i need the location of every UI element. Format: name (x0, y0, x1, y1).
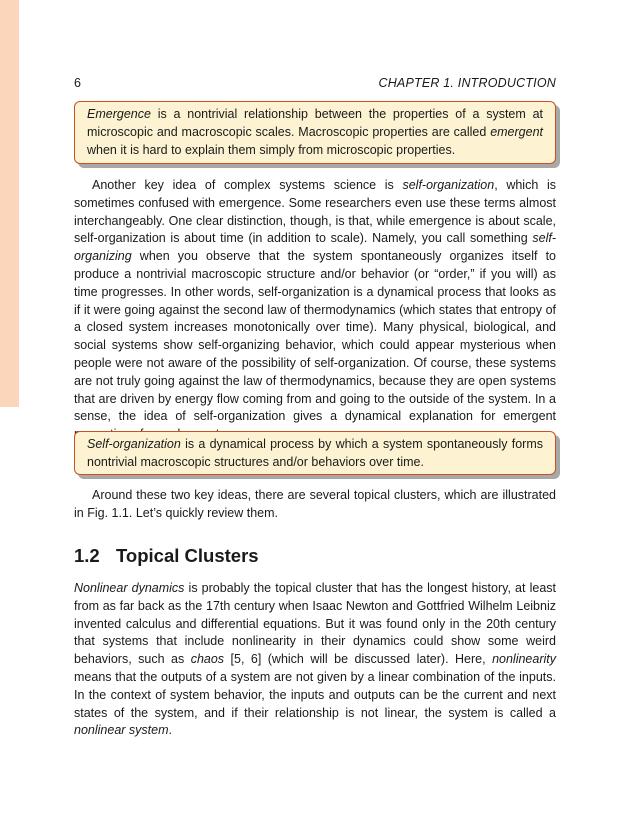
page-number: 6 (74, 76, 81, 90)
definition-text: is a nontrivial relationship between the properties of a system at microscopic and macroscopic scales. Macroscopic properties are called (87, 107, 543, 139)
paragraph-nonlinear-dynamics (74, 580, 556, 740)
running-header (74, 75, 556, 91)
chapter-title: CHAPTER 1. INTRODUCTION (378, 76, 556, 90)
section-heading (74, 544, 259, 568)
term-nonlinear-system: nonlinear system (74, 723, 169, 738)
term-self-organizing: self-organizing (74, 231, 556, 264)
paragraph-text: . (168, 723, 172, 738)
definition-text: when it is hard to explain them simply from microscopic properties. (87, 142, 456, 157)
paragraph-text: [5, 6] (which will be discussed later). Here, (224, 652, 493, 667)
term-nonlinear-dynamics: Nonlinear dynamics (74, 581, 185, 595)
term-emergence: Emergence (87, 107, 151, 121)
definition-box-self-organization (74, 431, 556, 475)
paragraph-text: when you observe that the system spontaneously organizes itself to produce a nontrivial macroscopic structure and/or behavior (or “order,” if you will) as time progresses. In other words, self-organization is a dynamical process that looks as if it were going against the second law of thermodynamics (which states that entropy of a closed system increases monotonically over time). Many physical, biological, and social systems show self-organizing behavior, which could appear mysterious when people were not aware of the possibility of self-organization. Of course, these systems are not truly going against the law of thermodynamics, because they are open systems that are driven by energy flow coming from and going to the outside of the system. In a sense, the idea of self-organization gives a dynamical explanation for emergent (74, 249, 556, 424)
term-nonlinearity: nonlinearity (492, 652, 556, 667)
section-number: 1.2 (74, 545, 100, 566)
paragraph-text: means that the outputs of a system are not given by a linear combination of the inputs. In the context of system behavior, the inputs and outputs can be the current and next states of the system, and if their relationship is not linear, the system is called a (74, 669, 556, 720)
paragraph-text: is probably the topical cluster that has the longest history, at least from as far back as the 17th century when Isaac Newton and Gottfried Wilhelm Leibniz invented calculus and differential equations. But it was found only in the 20th century that systems that include nonlinearity in their dynamics could show some weird behaviors, such as (74, 581, 556, 667)
definition-box-emergence (74, 101, 556, 164)
section-title: Topical Clusters (116, 545, 259, 566)
paragraph-self-organization (74, 177, 556, 444)
paragraph-text: , which is sometimes confused with emergence. Some researchers even use these terms almost interchangeably. One clear distinction, though, is that, while emergence is about scale, self-organization is about time (in addition to scale). Namely, you call something (74, 178, 556, 246)
term-emergent: emergent (490, 124, 543, 139)
chapter-side-tab (0, 0, 19, 407)
term-self-organization: Self-organization (87, 437, 181, 451)
paragraph-topical-clusters-intro: Around these two key ideas, there are several topical clusters, which are illustrated in Fig. 1.1. Let’s quickly review them. (74, 488, 556, 520)
definition-text: is a dynamical process by which a system spontaneously forms nontrivial macroscopic structures and/or behaviors over time. (87, 437, 543, 469)
term-chaos: chaos (190, 652, 225, 667)
paragraph-text: Another key idea of complex systems science is (92, 178, 403, 192)
term-self-organization: self-organization (402, 178, 495, 192)
